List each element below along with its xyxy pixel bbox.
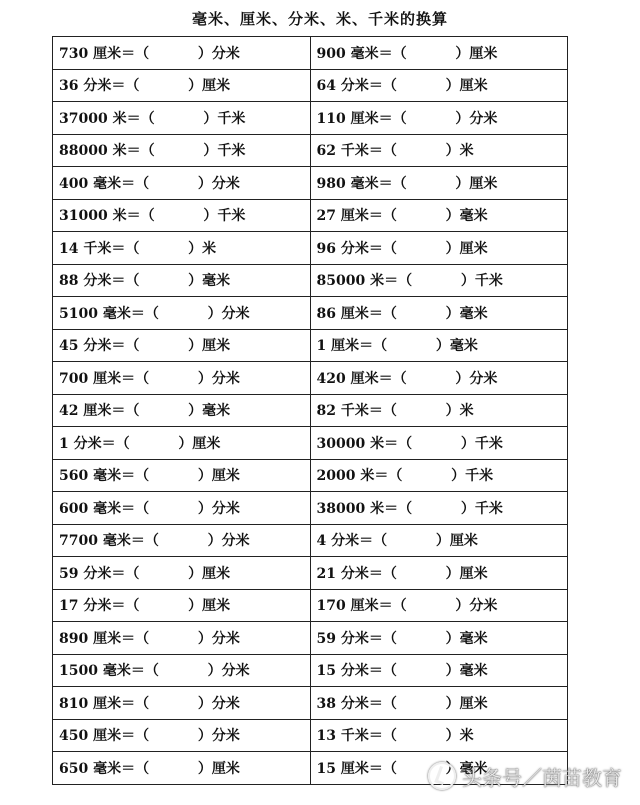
question-cell-right: 86 厘米＝（ ）毫米 (310, 297, 568, 330)
table-row (53, 199, 568, 232)
question-cell-left: 42 厘米＝（ ）毫米 (53, 394, 311, 427)
question-cell-right: 15 厘米＝（ ）毫米 (310, 752, 568, 785)
question-cell-right: 980 毫米＝（ ）厘米 (310, 167, 568, 200)
table-row (53, 167, 568, 200)
table-row (53, 524, 568, 557)
question-cell-left: 14 千米＝（ ）米 (53, 232, 311, 265)
question-cell-right: 15 分米＝（ ）毫米 (310, 654, 568, 687)
question-cell-right: 38 分米＝（ ）厘米 (310, 687, 568, 720)
table-row (53, 134, 568, 167)
question-cell-left: 1500 毫米＝（ ）分米 (53, 654, 311, 687)
question-cell-right: 38000 米＝（ ）千米 (310, 492, 568, 525)
question-cell-right: 59 分米＝（ ）毫米 (310, 622, 568, 655)
question-cell-left: 45 分米＝（ ）厘米 (53, 329, 311, 362)
question-cell-right: 85000 米＝（ ）千米 (310, 264, 568, 297)
question-cell-left: 450 厘米＝（ ）分米 (53, 719, 311, 752)
question-cell-right: 4 分米＝（ ）厘米 (310, 524, 568, 557)
question-cell-right: 64 分米＝（ ）厘米 (310, 69, 568, 102)
question-cell-right: 21 分米＝（ ）厘米 (310, 557, 568, 590)
question-cell-right: 62 千米＝（ ）米 (310, 134, 568, 167)
table-row (53, 362, 568, 395)
question-cell-left: 17 分米＝（ ）厘米 (53, 589, 311, 622)
question-cell-left: 560 毫米＝（ ）厘米 (53, 459, 311, 492)
question-cell-right: 110 厘米＝（ ）分米 (310, 102, 568, 135)
question-cell-right: 1 厘米＝（ ）毫米 (310, 329, 568, 362)
table-row (53, 654, 568, 687)
question-cell-left: 400 毫米＝（ ）分米 (53, 167, 311, 200)
table-row (53, 232, 568, 265)
watermark (428, 761, 622, 791)
table-row (53, 69, 568, 102)
question-cell-left: 600 毫米＝（ ）分米 (53, 492, 311, 525)
question-cell-left: 810 厘米＝（ ）分米 (53, 687, 311, 720)
question-cell-left: 36 分米＝（ ）厘米 (53, 69, 311, 102)
question-cell-right: 96 分米＝（ ）厘米 (310, 232, 568, 265)
watermark-text: 头条号／茵苗教育 (462, 765, 622, 790)
question-cell-right: 900 毫米＝（ ）厘米 (310, 37, 568, 70)
question-cell-right: 420 厘米＝（ ）分米 (310, 362, 568, 395)
page-title: 毫米、厘米、分米、米、千米的换算 (191, 10, 448, 28)
question-cell-right: 170 厘米＝（ ）分米 (310, 589, 568, 622)
question-cell-right: 27 厘米＝（ ）毫米 (310, 199, 568, 232)
table-row (53, 102, 568, 135)
table-row (53, 459, 568, 492)
question-cell-right: 30000 米＝（ ）千米 (310, 427, 568, 460)
question-cell-left: 890 厘米＝（ ）分米 (53, 622, 311, 655)
table-row (53, 264, 568, 297)
table-row (53, 589, 568, 622)
question-cell-left: 7700 毫米＝（ ）分米 (53, 524, 311, 557)
conversion-table (52, 36, 568, 785)
table-row (53, 427, 568, 460)
table-row (53, 37, 568, 70)
question-cell-left: 31000 米＝（ ）千米 (53, 199, 311, 232)
question-cell-left: 1 分米＝（ ）厘米 (53, 427, 311, 460)
table-row (53, 492, 568, 525)
question-cell-right: 82 千米＝（ ）米 (310, 394, 568, 427)
table-row (53, 719, 568, 752)
question-cell-right: 13 千米＝（ ）米 (310, 719, 568, 752)
question-cell-right: 2000 米＝（ ）千米 (310, 459, 568, 492)
toutiao-logo-icon (428, 762, 456, 790)
table-row (53, 297, 568, 330)
question-cell-left: 650 毫米＝（ ）厘米 (53, 752, 311, 785)
table-row (53, 394, 568, 427)
table-row (53, 329, 568, 362)
table-row (53, 622, 568, 655)
question-cell-left: 37000 米＝（ ）千米 (53, 102, 311, 135)
table-row (53, 557, 568, 590)
question-cell-left: 700 厘米＝（ ）分米 (53, 362, 311, 395)
question-cell-left: 88 分米＝（ ）毫米 (53, 264, 311, 297)
question-cell-left: 88000 米＝（ ）千米 (53, 134, 311, 167)
question-cell-left: 730 厘米＝（ ）分米 (53, 37, 311, 70)
table-row (53, 687, 568, 720)
question-cell-left: 5100 毫米＝（ ）分米 (53, 297, 311, 330)
question-cell-left: 59 分米＝（ ）厘米 (53, 557, 311, 590)
